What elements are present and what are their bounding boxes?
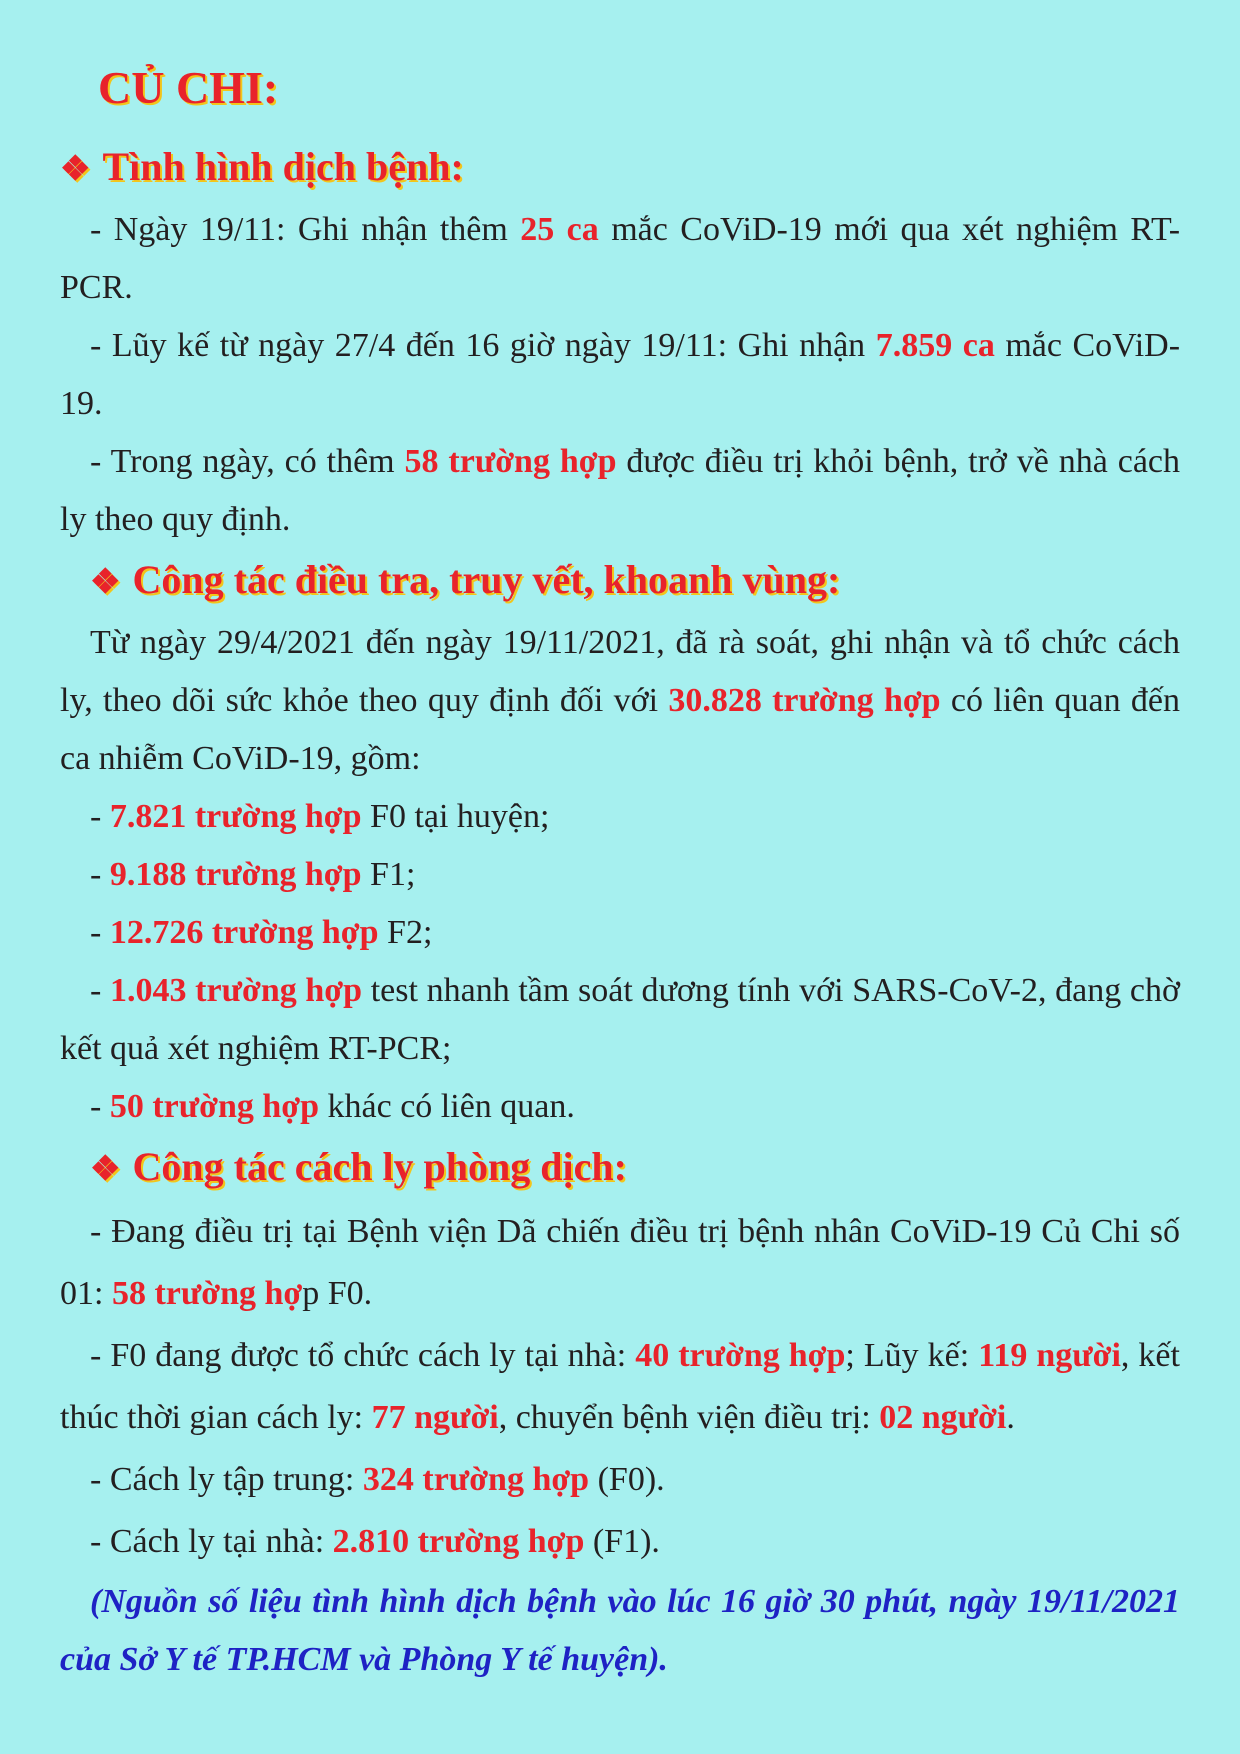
highlight-number: 2.810 trường hợp — [332, 1523, 585, 1560]
paragraph-recovered — [60, 433, 1180, 549]
highlight-number: 40 trường hợp — [635, 1337, 846, 1374]
highlight-number: 7.821 trường hợp — [109, 798, 362, 835]
text: , kết thúc thời gian cách ly: — [60, 1337, 1180, 1436]
text: F1; — [361, 856, 416, 893]
section-heading — [60, 1136, 1180, 1201]
highlight-number: 9.188 trường hợp — [109, 856, 362, 893]
heading-text: Tình hình dịch bệnh: — [102, 144, 464, 189]
text: - Trong ngày, có thêm — [90, 443, 405, 480]
highlight-number: 58 trường hợp — [404, 443, 617, 480]
section-tracing — [60, 549, 1180, 1136]
text: , chuyển bệnh viện điều trị: — [498, 1399, 880, 1436]
paragraph-tracing-summary — [60, 614, 1180, 788]
text: có liên quan đến ca nhiễm CoViD-19, gồm: — [60, 682, 1181, 777]
text: - Đang điều trị tại Bệnh viện Dã chiến điều trị bệnh nhân CoViD-19 Củ Chi số 01: — [60, 1213, 1180, 1312]
text: - F0 đang được tổ chức cách ly tại nhà: — [90, 1337, 636, 1374]
list-item-f0 — [60, 788, 1180, 846]
highlight-number: 12.726 trường hợp — [109, 914, 379, 951]
highlight-number: 324 trường hợp — [362, 1461, 590, 1498]
paragraph-home-isolation-f0 — [60, 1325, 1180, 1449]
highlight-number: 77 người — [371, 1399, 499, 1436]
text: F2; — [378, 914, 433, 951]
list-item-rapid-test — [60, 962, 1180, 1078]
list-item-f2 — [60, 904, 1180, 962]
diamond-bullet-icon: ❖ — [90, 1151, 121, 1188]
paragraph-field-hospital — [60, 1201, 1180, 1325]
section-heading — [60, 136, 1180, 201]
text: p F0. — [302, 1275, 373, 1312]
text: test nhanh tầm soát dương tính với SARS-CoV-2, đang chờ kết quả xét nghiệm RT-PCR; — [60, 972, 1181, 1067]
text: mắc CoViD-19 mới qua xét nghiệm RT-PCR. — [60, 211, 1181, 306]
highlight-number: 1.043 trường hợp — [110, 972, 363, 1009]
text: - — [90, 972, 110, 1009]
text: - — [90, 856, 110, 893]
section-disease-situation — [60, 136, 1180, 549]
source-note: (Nguồn số liệu tình hình dịch bệnh vào lúc 16 giờ 30 phút, ngày 19/11/2021 của Sở Y tế TP.HCM và Phòng Y tế huyện). — [60, 1583, 1180, 1678]
text: mắc CoViD-19. — [60, 327, 1181, 422]
text: được điều trị khỏi bệnh, trở về nhà cách ly theo quy định. — [60, 443, 1180, 538]
text: (F0). — [589, 1461, 665, 1498]
text: - Ngày 19/11: Ghi nhận thêm — [90, 211, 521, 248]
text: - — [90, 1088, 110, 1125]
text: - — [90, 798, 110, 835]
text: khác có liên quan. — [319, 1088, 575, 1125]
page-title: CỦ CHI: — [98, 62, 279, 113]
text: - — [90, 914, 110, 951]
highlight-number: 119 người — [978, 1337, 1121, 1374]
list-item-f1 — [60, 846, 1180, 904]
list-item-other — [60, 1078, 1180, 1136]
text: ; Lũy kế: — [845, 1337, 979, 1374]
highlight-number: 02 người — [879, 1399, 1007, 1436]
section-isolation — [60, 1136, 1180, 1573]
text: Từ ngày 29/4/2021 đến ngày 19/11/2021, đã rà soát, ghi nhận và tổ chức cách ly, theo dõi sức khỏe theo quy định đối với — [60, 624, 1180, 719]
diamond-bullet-icon: ❖ — [60, 151, 91, 188]
highlight-number: 50 trường hợp — [109, 1088, 320, 1125]
highlight-number: 30.828 trường hợp — [668, 682, 941, 719]
text: - Cách ly tại nhà: — [90, 1523, 333, 1560]
text: - Cách ly tập trung: — [90, 1461, 363, 1498]
paragraph-centralized-isolation — [60, 1449, 1180, 1511]
heading-text: Công tác điều tra, truy vết, khoanh vùng: — [132, 557, 841, 602]
text: F0 tại huyện; — [361, 798, 550, 835]
section-heading — [60, 549, 1180, 614]
text: (F1). — [584, 1523, 660, 1560]
heading-text: Công tác cách ly phòng dịch: — [132, 1144, 627, 1189]
paragraph-cumulative — [60, 317, 1180, 433]
text: - Lũy kế từ ngày 27/4 đến 16 giờ ngày 19/11: Ghi nhận — [90, 327, 876, 364]
highlight-number: 58 trường hợ — [111, 1275, 303, 1312]
highlight-number: 7.859 ca — [875, 327, 995, 364]
paragraph-new-cases — [60, 201, 1180, 317]
text: . — [1006, 1399, 1015, 1436]
paragraph-home-isolation-f1 — [60, 1511, 1180, 1573]
highlight-number: 25 ca — [520, 211, 599, 248]
diamond-bullet-icon: ❖ — [90, 564, 121, 601]
